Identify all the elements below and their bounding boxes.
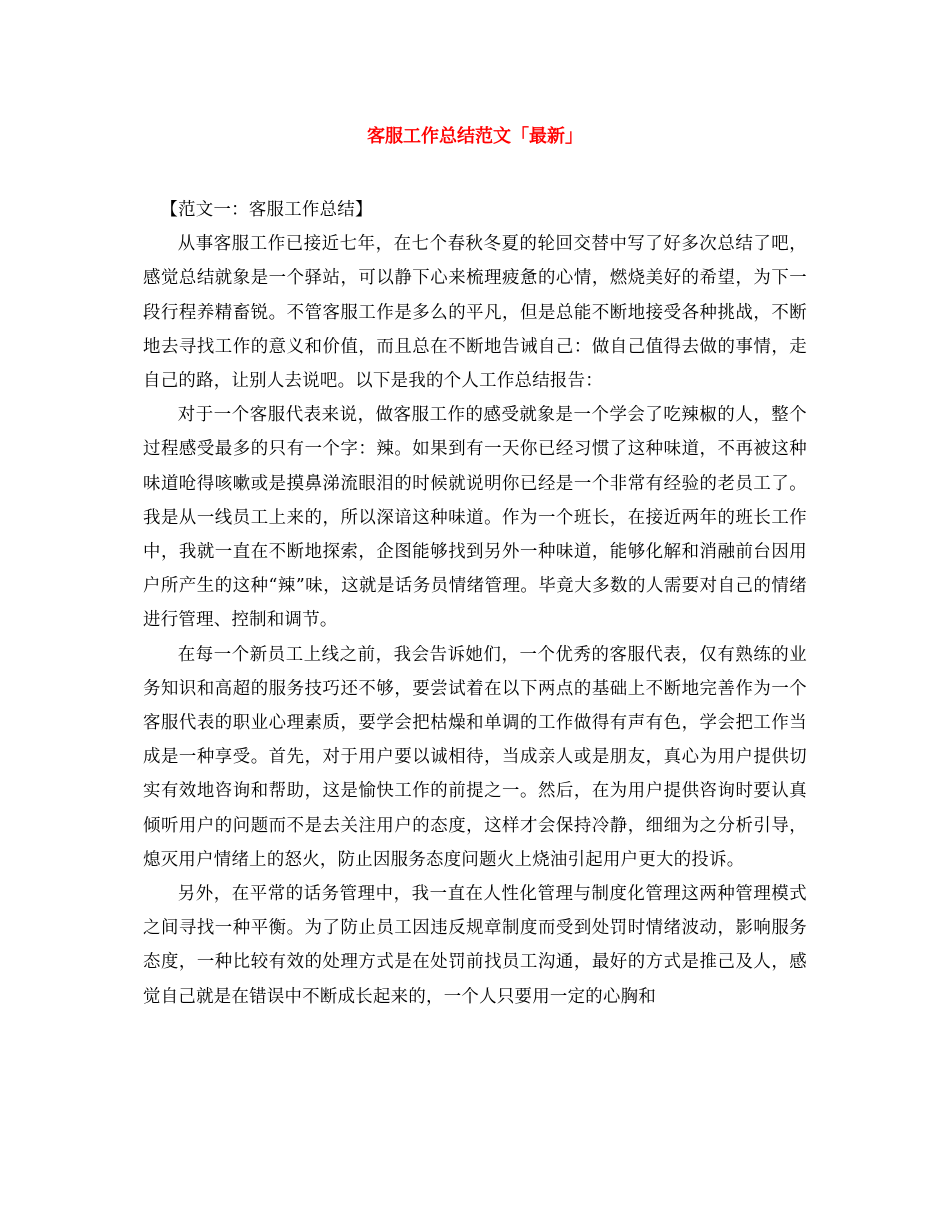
document-title: 客服工作总结范文「最新」 bbox=[367, 126, 583, 147]
body-paragraph: 从事客服工作已接近七年，在七个春秋冬夏的轮回交替中写了好多次总结了吧，感觉总结就象是一个驿站，可以静下心来梳理疲惫的心情，燃烧美好的希望，为下一段行程养精畜锐。不管客服工作是多么的平凡，但是总能不断地接受各种挑战，不断地去寻找工作的意义和价值，而且总在不断地告诫自己：做自己值得去做的事情，走自己的路，让别人去说吧。以下是我的个人工作总结报告： bbox=[143, 234, 807, 392]
body-paragraph: 对于一个客服代表来说，做客服工作的感受就象是一个学会了吃辣椒的人，整个过程感受最多的只有一个字：辣。如果到有一天你已经习惯了这种味道，不再被这种味道呛得咳嗽或是摸鼻涕流眼泪的时候就说明你已经是一个非常有经验的老员工了。我是从一线员工上来的，所以深谙这种味道。作为一个班长，在接近两年的班长工作中，我就一直在不断地探索，企图能够找到另外一种味道，能够化解和消融前台因用户所产生的这种“辣”味，这就是话务员情绪管理。毕竟大多数的人需要对自己的情绪进行管理、控制和调节。 bbox=[143, 405, 807, 631]
body-paragraph: 在每一个新员工上线之前，我会告诉她们，一个优秀的客服代表，仅有熟练的业务知识和高超的服务技巧还不够，要尝试着在以下两点的基础上不断地完善作为一个客服代表的职业心理素质，要学会把枯燥和单调的工作做得有声有色，学会把工作当成是一种享受。首先，对于用户要以诚相待，当成亲人或是朋友，真心为用户提供切实有效地咨询和帮助，这是愉快工作的前提之一。然后，在为用户提供咨询时要认真倾听用户的问题而不是去关注用户的态度，这样才会保持冷静，细细为之分析引导，熄灭用户情绪上的怒火，防止因服务态度问题火上烧油引起用户更大的投诉。 bbox=[143, 644, 807, 870]
section-heading: 【范文一：客服工作总结】 bbox=[160, 200, 373, 220]
body-paragraph: 另外，在平常的话务管理中，我一直在人性化管理与制度化管理这两种管理模式之间寻找一种平衡。为了防止员工因违反规章制度而受到处罚时情绪波动，影响服务态度，一种比较有效的处理方式是在处罚前找员工沟通，最好的方式是推己及人，感觉自己就是在错误中不断成长起来的，一个人只要用一定的心胸和 bbox=[143, 884, 807, 1007]
document-body bbox=[143, 193, 807, 1014]
